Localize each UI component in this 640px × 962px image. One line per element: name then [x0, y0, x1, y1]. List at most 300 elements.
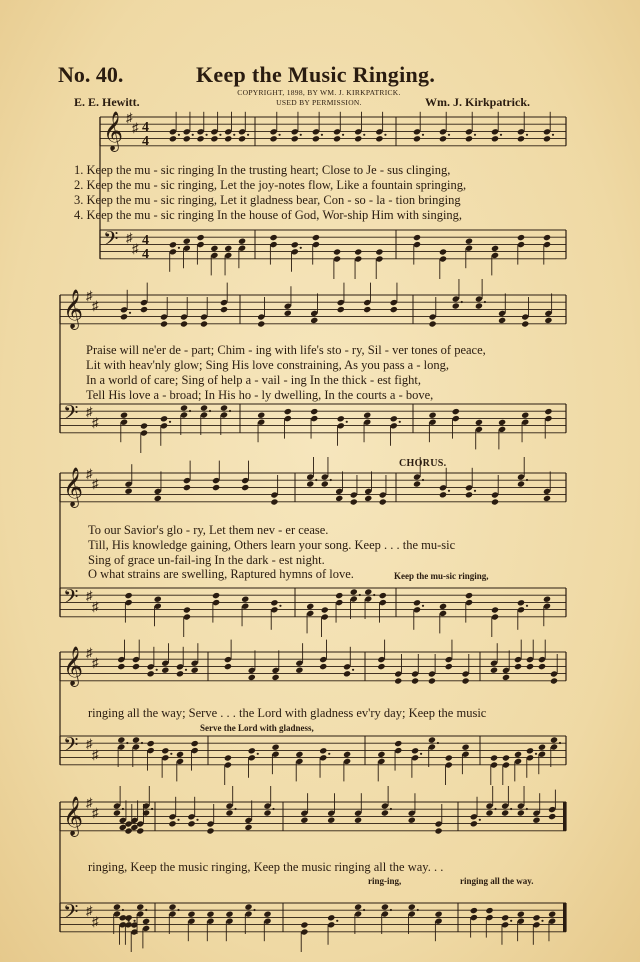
note-head	[375, 248, 383, 255]
dot	[170, 753, 172, 755]
note-head	[517, 911, 525, 918]
verse-4-line-1: 4. Keep the mu - sic ringing In the house of God, Wor-ship Him with singing,	[74, 208, 463, 222]
note-head	[327, 817, 335, 824]
note-head	[413, 135, 421, 142]
chorus-label: CHORUS.	[399, 458, 447, 469]
note-head	[132, 736, 140, 743]
note-head	[390, 306, 398, 313]
note-head	[270, 498, 278, 505]
verse-4-line-2: Tell His love a - broad; In His ho - ly dwelling, In the courts a - bove,	[86, 388, 434, 402]
note-head	[465, 238, 473, 245]
note-head	[434, 911, 442, 918]
dot	[559, 742, 561, 744]
note-head	[284, 310, 292, 317]
note-head	[310, 408, 318, 415]
note-head	[136, 903, 144, 910]
note-head	[224, 754, 232, 761]
dot	[185, 669, 187, 671]
note-head	[521, 412, 529, 419]
dot	[336, 920, 338, 922]
dot	[229, 410, 231, 412]
composer-credit: Wm. J. Kirkpatrick.	[425, 95, 530, 109]
note-head	[475, 302, 483, 309]
note-head	[543, 135, 551, 142]
dot	[234, 808, 236, 810]
treble-clef: 𝄞	[63, 646, 84, 686]
note-head	[461, 677, 469, 684]
note-head	[176, 751, 184, 758]
dot	[363, 909, 365, 911]
note-head	[514, 751, 522, 758]
note-head	[206, 911, 214, 918]
note-head	[490, 754, 498, 761]
note-head	[196, 135, 204, 142]
note-head	[241, 484, 249, 491]
sharp-sign: ♯	[126, 110, 133, 125]
note-head	[295, 751, 303, 758]
dot	[373, 594, 375, 596]
dot	[474, 490, 476, 492]
note-head	[310, 317, 318, 324]
note-head	[364, 588, 372, 595]
dot	[192, 134, 194, 136]
note-head	[257, 320, 265, 327]
sharp-sign: ♯	[86, 903, 93, 918]
sharp-sign: ♯	[86, 404, 93, 419]
note-head	[333, 135, 341, 142]
dot	[129, 312, 131, 314]
dot	[484, 301, 486, 303]
hymn-title: Keep the Music Ringing.	[196, 62, 436, 87]
note-head	[113, 809, 121, 816]
bass-clef: 𝄢	[63, 733, 79, 761]
dot	[422, 605, 424, 607]
sharp-sign: ♯	[92, 298, 99, 313]
bass-clef: 𝄢	[103, 227, 119, 255]
note-head	[343, 670, 351, 677]
note-head	[491, 498, 499, 505]
note-head	[381, 903, 389, 910]
note-head	[117, 663, 125, 670]
time-signature-bottom: 4	[142, 247, 149, 262]
note-head	[300, 921, 308, 928]
dot	[417, 909, 419, 911]
note-head	[413, 480, 421, 487]
dot	[177, 909, 179, 911]
note-head	[183, 135, 191, 142]
note-head	[439, 603, 447, 610]
treble-clef: 𝄞	[63, 289, 84, 329]
copyright-line: COPYRIGHT, 1898, BY WM. J. KIRKPATRICK.	[237, 88, 401, 97]
dot	[272, 808, 274, 810]
note-head	[543, 234, 551, 241]
note-head	[271, 674, 279, 681]
verse-1-line-3: To our Savior's glo - ry, Let them nev - er cease.	[88, 523, 329, 537]
note-head	[470, 820, 478, 827]
note-head	[160, 320, 168, 327]
note-head	[491, 135, 499, 142]
sharp-sign: ♯	[86, 736, 93, 751]
note-head	[439, 491, 447, 498]
sharp-sign: ♯	[132, 120, 139, 135]
note-head	[225, 809, 233, 816]
note-head	[271, 744, 279, 751]
hymn-number: No. 40.	[58, 62, 124, 87]
note-head	[408, 903, 416, 910]
note-head	[263, 809, 271, 816]
dot	[189, 410, 191, 412]
note-head	[550, 736, 558, 743]
dot	[390, 808, 392, 810]
note-head	[161, 747, 169, 754]
note-head	[379, 498, 387, 505]
note-head	[517, 234, 525, 241]
note-head	[284, 408, 292, 415]
note-head	[377, 751, 385, 758]
sharp-sign: ♯	[92, 914, 99, 929]
note-head	[363, 412, 371, 419]
note-head	[343, 751, 351, 758]
note-head	[220, 404, 228, 411]
note-head	[312, 135, 320, 142]
note-head	[434, 827, 442, 834]
note-head	[140, 306, 148, 313]
dot	[384, 134, 386, 136]
sharp-sign: ♯	[86, 466, 93, 481]
note-head	[183, 238, 191, 245]
dot	[535, 753, 537, 755]
note-head	[475, 419, 483, 426]
dot	[352, 669, 354, 671]
note-head	[306, 480, 314, 487]
note-head	[502, 674, 510, 681]
note-head	[117, 736, 125, 743]
dot	[169, 421, 171, 423]
note-head	[485, 809, 493, 816]
note-head	[269, 135, 277, 142]
note-head	[244, 824, 252, 831]
lyricist-credit: E. E. Hewitt.	[74, 95, 140, 109]
verse-1-line-1: 1. Keep the mu - sic ringing In the trusting heart; Close to Je - sus clinging,	[74, 163, 451, 177]
note-head	[379, 592, 387, 599]
note-head	[375, 135, 383, 142]
note-head	[452, 408, 460, 415]
dot	[526, 479, 528, 481]
note-head	[333, 248, 341, 255]
sharp-sign: ♯	[86, 588, 93, 603]
dot	[151, 808, 153, 810]
dot	[205, 134, 207, 136]
chorus-line-2: ringing, Keep the music ringing, Keep the music ringing all the way. . .	[88, 860, 444, 874]
bass-cue-serve: Serve the Lord with gladness,	[200, 723, 314, 733]
sharp-sign: ♯	[86, 645, 93, 660]
dot	[437, 742, 439, 744]
note-head	[452, 302, 460, 309]
dot	[122, 909, 124, 911]
dot	[422, 134, 424, 136]
note-head	[350, 588, 358, 595]
dot	[461, 301, 463, 303]
note-head	[501, 809, 509, 816]
note-head	[498, 419, 506, 426]
note-head	[154, 495, 162, 502]
dot	[399, 421, 401, 423]
dot	[257, 753, 259, 755]
note-head	[224, 245, 232, 252]
dot	[510, 808, 512, 810]
note-head	[517, 809, 525, 816]
time-signature-bottom: 4	[142, 134, 149, 149]
note-head	[517, 480, 525, 487]
note-head	[244, 903, 252, 910]
note-head	[120, 412, 128, 419]
note-head	[461, 744, 469, 751]
dot	[247, 134, 249, 136]
dot	[233, 134, 235, 136]
note-head	[210, 245, 218, 252]
dot	[321, 134, 323, 136]
note-head	[532, 817, 540, 824]
bass-cue-ringing: ring-ing,	[368, 876, 402, 886]
note-head	[291, 241, 299, 248]
note-head	[544, 317, 552, 324]
note-head	[187, 820, 195, 827]
note-head	[485, 907, 493, 914]
note-head	[191, 667, 199, 674]
bass-clef: 𝄢	[63, 900, 79, 928]
note-head	[321, 606, 329, 613]
sharp-sign: ♯	[92, 599, 99, 614]
dot	[141, 742, 143, 744]
verse-3-line-3: Sing of grace un-fail-ing In the dark - est night.	[88, 553, 325, 567]
bass-cue-keep-ringing: Keep the mu-sic ringing,	[394, 571, 489, 581]
dot	[178, 247, 180, 249]
treble-clef: 𝄞	[63, 467, 84, 507]
dot	[300, 247, 302, 249]
note-head	[498, 317, 506, 324]
note-head	[377, 663, 385, 670]
note-head	[548, 911, 556, 918]
note-head	[113, 903, 121, 910]
note-head	[180, 404, 188, 411]
dot	[363, 134, 365, 136]
note-head	[335, 495, 343, 502]
sharp-sign: ♯	[126, 230, 133, 245]
note-head	[120, 313, 128, 320]
dot	[420, 753, 422, 755]
note-head	[363, 306, 371, 313]
note-head	[350, 498, 358, 505]
note-head	[470, 907, 478, 914]
dot	[474, 134, 476, 136]
note-head	[335, 592, 343, 599]
note-head	[465, 491, 473, 498]
note-head	[526, 663, 534, 670]
note-head	[548, 813, 556, 820]
note-head	[196, 234, 204, 241]
note-head	[543, 495, 551, 502]
dot	[209, 410, 211, 412]
dot	[126, 742, 128, 744]
verse-1-line-2: Praise will ne'er de - part; Chim - ing with life's sto - ry, Sil - ver tones of peace,	[86, 343, 486, 357]
note-head	[491, 606, 499, 613]
note-head	[225, 911, 233, 918]
dot	[278, 134, 280, 136]
note-head	[490, 667, 498, 674]
verse-4-line-3: O what strains are swelling, Raptured hymns of love.	[88, 567, 354, 581]
note-head	[206, 827, 214, 834]
verse-2-line-1: 2. Keep the mu - sic ringing, Let the joy-notes flow, Like a fountain springing,	[74, 178, 467, 192]
note-head	[319, 747, 327, 754]
note-head	[238, 238, 246, 245]
dot	[494, 808, 496, 810]
note-head	[176, 670, 184, 677]
dot	[541, 920, 543, 922]
time-signature-top: 4	[142, 233, 149, 248]
note-head	[169, 241, 177, 248]
treble-clef: 𝄞	[63, 796, 84, 836]
note-head	[142, 918, 150, 925]
note-head	[200, 320, 208, 327]
note-head	[526, 747, 534, 754]
note-head	[445, 663, 453, 670]
bass-clef: 𝄢	[63, 585, 79, 613]
note-head	[210, 135, 218, 142]
note-head	[428, 736, 436, 743]
dot	[145, 909, 147, 911]
permission-line: USED BY PERMISSION.	[276, 98, 362, 107]
note-head	[445, 754, 453, 761]
note-head	[337, 415, 345, 422]
dot	[315, 479, 317, 481]
dot	[178, 134, 180, 136]
note-head	[354, 817, 362, 824]
note-head	[180, 320, 188, 327]
note-head	[337, 306, 345, 313]
final-barline	[563, 903, 566, 932]
note-head	[381, 809, 389, 816]
note-head	[124, 488, 132, 495]
dot	[479, 819, 481, 821]
note-head	[517, 135, 525, 142]
dot	[500, 134, 502, 136]
note-head	[154, 596, 162, 603]
bass-cue-all-the-way: ringing all the way.	[460, 876, 534, 886]
sharp-sign: ♯	[132, 241, 139, 256]
note-head	[187, 911, 195, 918]
verse-2-line-2: Lit with heav'nly glow; Sing His love constraining, As you pass a - long,	[86, 358, 449, 372]
note-head	[354, 135, 362, 142]
note-head	[411, 747, 419, 754]
note-head	[501, 914, 509, 921]
dot	[133, 920, 135, 922]
note-head	[183, 606, 191, 613]
note-head	[502, 754, 510, 761]
dot	[390, 909, 392, 911]
dot	[422, 479, 424, 481]
note-head	[428, 412, 436, 419]
note-head	[354, 248, 362, 255]
dot	[300, 134, 302, 136]
dot	[526, 605, 528, 607]
note-head	[411, 677, 419, 684]
dot	[177, 819, 179, 821]
note-head	[241, 596, 249, 603]
dot	[330, 479, 332, 481]
dot	[253, 909, 255, 911]
note-head	[224, 135, 232, 142]
treble-clef: 𝄞	[103, 111, 124, 151]
note-head	[521, 320, 529, 327]
note-head	[161, 667, 169, 674]
note-head	[238, 135, 246, 142]
note-head	[543, 596, 551, 603]
note-head	[295, 667, 303, 674]
note-head	[550, 677, 558, 684]
verse-3-line-1: 3. Keep the mu - sic ringing, Let it gladness bear, Con - so - la - tion bringing	[74, 193, 461, 207]
note-head	[439, 248, 447, 255]
note-head	[394, 740, 402, 747]
note-head	[168, 820, 176, 827]
note-head	[212, 592, 220, 599]
note-head	[532, 914, 540, 921]
note-head	[300, 817, 308, 824]
note-head	[169, 135, 177, 142]
verse-2-line-3: Till, His knowledge gaining, Others learn your song. Keep . . . the mu-sic	[88, 538, 456, 552]
dot	[122, 808, 124, 810]
dot	[279, 605, 281, 607]
dot	[359, 594, 361, 596]
note-head	[248, 747, 256, 754]
note-head	[354, 903, 362, 910]
sharp-sign: ♯	[92, 415, 99, 430]
note-head	[327, 914, 335, 921]
note-head	[306, 603, 314, 610]
note-head	[132, 663, 140, 670]
note-head	[183, 484, 191, 491]
note-head	[364, 495, 372, 502]
note-head	[248, 674, 256, 681]
note-head	[257, 412, 265, 419]
note-head	[465, 135, 473, 142]
note-head	[439, 135, 447, 142]
note-head	[465, 592, 473, 599]
time-signature-top: 4	[142, 120, 149, 135]
note-head	[428, 677, 436, 684]
sharp-sign: ♯	[92, 747, 99, 762]
dot	[342, 134, 344, 136]
sharp-sign: ♯	[92, 476, 99, 491]
dot	[196, 819, 198, 821]
note-head	[160, 415, 168, 422]
note-head	[544, 408, 552, 415]
note-head	[168, 903, 176, 910]
sharp-sign: ♯	[86, 795, 93, 810]
note-head	[263, 911, 271, 918]
note-head	[136, 827, 144, 834]
note-head	[538, 744, 546, 751]
note-head	[491, 245, 499, 252]
note-head	[147, 740, 155, 747]
dot	[448, 134, 450, 136]
dot	[448, 490, 450, 492]
chorus-line-1: ringing all the way; Serve . . . the Lord with gladness ev'ry day; Keep the music	[88, 706, 487, 720]
dot	[526, 134, 528, 136]
dot	[526, 808, 528, 810]
note-head	[124, 592, 132, 599]
dot	[552, 134, 554, 136]
note-head	[514, 663, 522, 670]
